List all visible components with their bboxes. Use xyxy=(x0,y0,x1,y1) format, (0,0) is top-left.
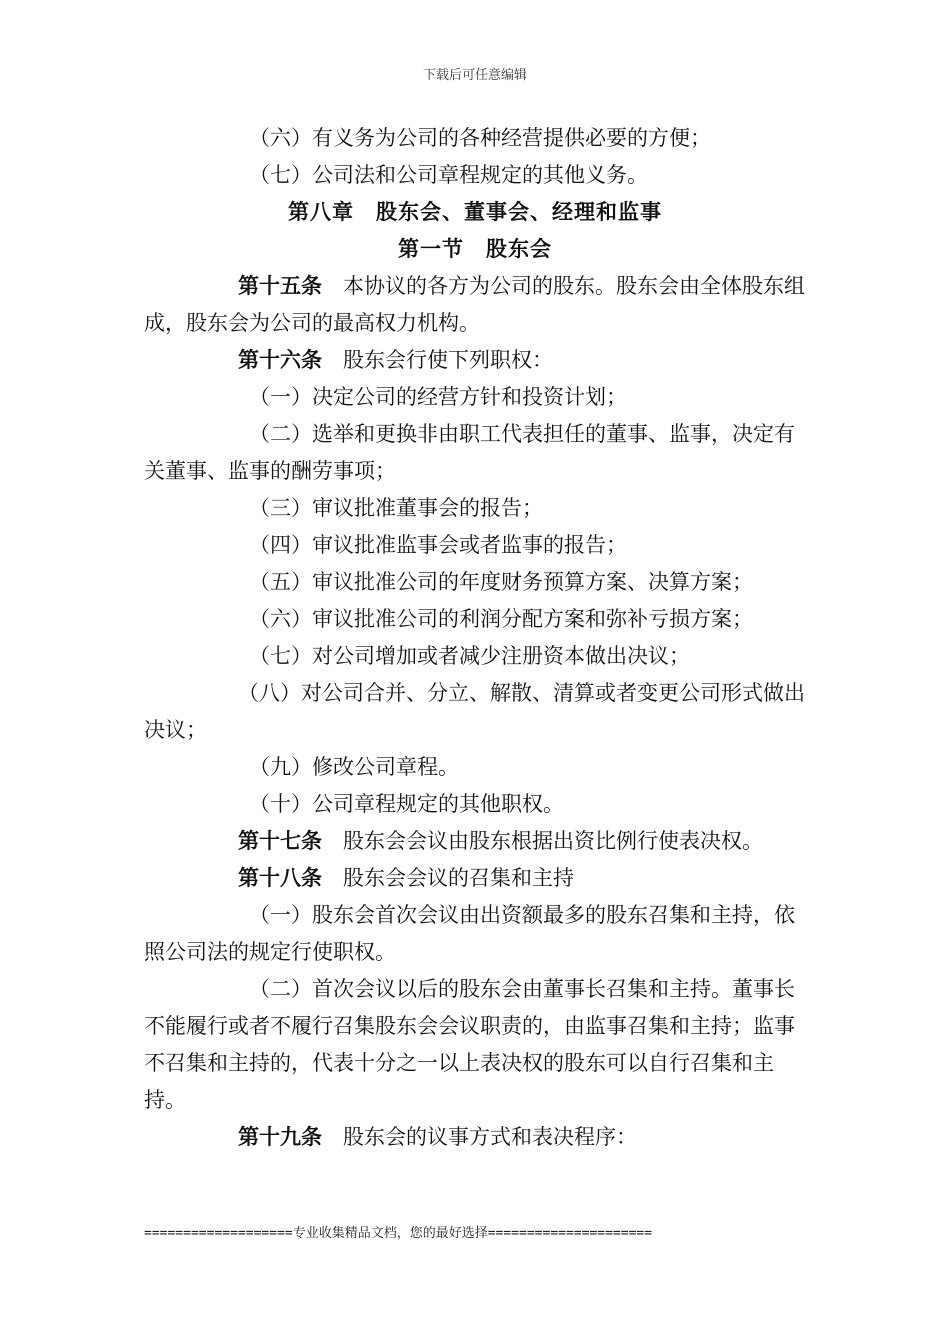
article-17 xyxy=(144,823,806,860)
chapter-heading: 第八章 股东会、董事会、经理和监事 xyxy=(288,200,662,224)
list-item: （八）对公司合并、分立、解散、清算或者变更公司形式做出决议； xyxy=(144,681,805,742)
list-item: （一）股东会首次会议由出资额最多的股东召集和主持，依照公司法的规定行使职权。 xyxy=(144,903,795,964)
article-16 xyxy=(144,342,806,379)
paragraph: （七）公司法和公司章程规定的其他义务。 xyxy=(249,163,648,187)
article-title: 第十八条 xyxy=(238,866,322,890)
article-text: 股东会会议的召集和主持 xyxy=(322,866,574,890)
list-item: （九）修改公司章程。 xyxy=(249,755,459,779)
list-item: （七）对公司增加或者减少注册资本做出决议； xyxy=(249,644,690,668)
article-title: 第十六条 xyxy=(238,348,322,372)
article-text: 股东会会议由股东根据出资比例行使表决权。 xyxy=(322,829,763,853)
list-item: （四）审议批准监事会或者监事的报告； xyxy=(249,533,627,557)
article-18 xyxy=(144,860,806,897)
article-title: 第十九条 xyxy=(238,1125,322,1149)
section-heading: 第一节 股东会 xyxy=(398,237,552,261)
list-item: （六）审议批准公司的利润分配方案和弥补亏损方案； xyxy=(249,607,753,631)
article-title: 第十七条 xyxy=(238,829,322,853)
list-item: （三）审议批准董事会的报告； xyxy=(249,496,543,520)
paragraph: （六）有义务为公司的各种经营提供必要的方便； xyxy=(249,126,711,150)
article-text: 股东会行使下列职权： xyxy=(322,348,553,372)
list-item: （十）公司章程规定的其他职权。 xyxy=(249,792,564,816)
article-19 xyxy=(144,1119,806,1156)
article-text: 股东会的议事方式和表决程序： xyxy=(322,1125,637,1149)
article-text: 本协议的各方为公司的股东。股东会由全体股东组成，股东会为公司的最高权力机构。 xyxy=(144,274,805,335)
list-item: （二）首次会议以后的股东会由董事长召集和主持。董事长不能履行或者不履行召集股东会会议职责的，由监事召集和主持；监事不召集和主持的，代表十分之一以上表决权的股东可以自行召集和主持。 xyxy=(144,977,795,1112)
list-item: （二）选举和更换非由职工代表担任的董事、监事，决定有关董事、监事的酬劳事项； xyxy=(144,422,795,483)
list-item: （一）决定公司的经营方针和投资计划； xyxy=(249,385,627,409)
article-15 xyxy=(144,268,806,342)
article-title: 第十五条 xyxy=(238,274,322,298)
document-body xyxy=(144,120,806,1156)
page-footer: ===================专业收集精品文档，您的最好选择===================== xyxy=(144,1226,653,1241)
page-header: 下载后可任意编辑 xyxy=(422,68,527,83)
list-item: （五）审议批准公司的年度财务预算方案、决算方案； xyxy=(249,570,753,594)
